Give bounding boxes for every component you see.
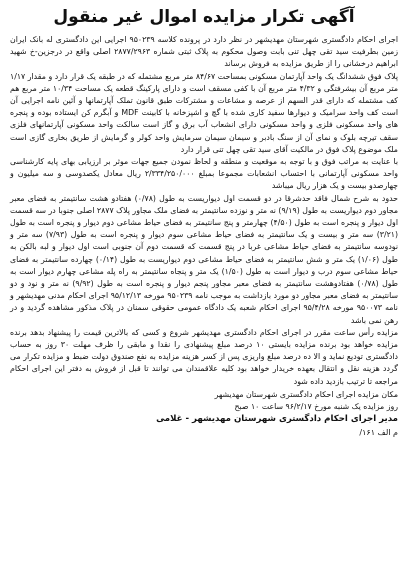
paragraph-auction-terms: مزایده رأس ساعت مقرر در اجرای احکام دادگستری مهدیشهر شروع و کسی که بالاترین قیمت را پیشنهاد بدهد برنده مزایده خواهد بود برنده مزایده بایستی ۱۰ درصد مبلغ پیشنهادی را نقدا و مابقی را ظرف مهلت ۳۰ روز به حساب دادگستری تودیع نماید و الا ده درصد مبلغ واریزی پس از کسر هزینه مزایده به نفع صندوق دولت ضبط و مزایده تکرار می گردد هزینه نقل و انتقال بعهده خریدار خواهد بود کلیه علاقمندان می توانند تا قبل از فروش به دفتر این اجرای احکام مراجعه تا ترتیب بازدید داده شود	[10, 327, 398, 386]
notice-code: م الف ۱۶۱/	[359, 427, 398, 437]
signature-name: مدیر اجرای احکام دادگستری شهرستان مهدیشهر - غلامی	[156, 414, 398, 425]
paragraph-intro: اجرای احکام دادگستری شهرستان مهدیشهر در نظر دارد در پرونده کلاسه ۹۵۰۲۳۹ اجرایی این دادگستری له بانک ایران زمین بطرفیت سید تقی چهل تنی بابت وصول محکوم به پلاک ثبتی شماره ۲۸۷۷/۲۹۶۳ اصلی واقع در درجزین-خ شهید ابراهیم درخشانی را از طریق مزایده به فروش برساند	[10, 35, 398, 69]
notice-body	[10, 34, 398, 388]
notice-title: آگهی تکرار مزایده اموال غیر منقول	[53, 7, 355, 27]
paragraph-valuation: با عنایت به مراتب فوق و با توجه به موقعیت و منطقه و لحاظ نمودن جمیع جهات موثر بر ارزیابی بهای پایه کارشناسی واحد مسکونی آپارتمانی با احتساب انشعابات مجموعا بمبلغ ۲/۳۳۴/۲۵۰/۰۰۰ ریال معادل یکصدوسی و سه میلیون و چهارصدو بیست و یک هزار ریال میباشد	[10, 157, 398, 191]
auction-date: روز مزایده یک شنبه مورخ ۹۶/۲/۱۷ ساعت ۱۰ صبح	[234, 402, 398, 412]
auction-location: مکان مزایده اجرای احکام دادگستری شهرستان مهدیشهر	[214, 389, 398, 399]
signature-block	[10, 389, 398, 426]
paragraph-boundaries: حدود به شرح شمال فاقد حدشرقا در دو قسمت اول دیواریست به طول (۰/۷۸) هفتادو هشت سانتیمتر به فضای معبر مجاور دوم دیواریست به طول (۹/۱۹) نه متر و نوزده سانتیمتر به فضای ملک مجاور پلاک ۲۸۷۷ اصلی جنوبا در سه قسمت اول دیوار و پنجره است به طول (۴/۵۰) چهارمتر و پنج سانتیمتر به فضای حیاط مشاعی دوم دیوار و پنجره است به طول (۳/۲۱) سه متر و بیست و یک سانتیمتر به فضای حیاط مشاعی سوم دیوار و پنجره است به طول (۷/۹۳) سه متر و نودوسه سانتیمتر به فضای حیاط مشاعی غربا در پنج قسمت که قسمت دوم آن جنوبی است اول دیوار و لبه بالکن به طول (۱/۰۶) یک متر و شش سانتیمتر به فضای حیاط مشاعی دوم دیواریست به طول (۰/۱۴) چهارده سانتیمتر به فضای حیاط مشاعی سوم درب و دیوار است به طول (۱/۵۰) یک متر و پنجاه سانتیمتر به راه پله مشاعی چهارم دیوار است به طول (۰/۷۸) هفتادوهشت سانتیمتر به فضای معبر مجاور پنجم دیوار و پنجره است به طول (۹/۹۲) نه متر و نود و دو سانتیمتر به فضای معبر مجاور دو مورد بازداشت به موجب نامه ۹۵۰۲۳۹ مورخه ۹۵/۱۲/۱۳ اجرای احکام مدنی مهدیشهر و نامه ۹۵۰۰۷۳ مورخه ۹۵/۴/۲۸ اجرای احکام شعبه یک دادگاه عمومی حقوقی سمنان در پلاک مذکور مشاهده گردید و در رهن نمی باشد	[10, 193, 399, 325]
paragraph-property-description: پلاک فوق ششدانگ یک واحد آپارتمان مسکونی بمساحت ۸۴/۶۷ متر مربع مشتمله که در طبقه یک قرار دارد و مقدار ۱/۱۷ متر مربع آن بیشرفتگی و ۴/۳۲ متر مربع آن با کفی مسقف است و دارای پارکینگ قطعه یک مساحت ۱۰/۳۴ متر مربع هم کف مشتمله که دارای قدر السهم از عرصه و مشاعات و مشترکات طبق قانون تملک آپارتمانها و آئین نامه اجرایی آن است کف واحد سرامیک و دیوارها سفید کاری شده با گچ و اشپزخانه با کابینت MDF و آبگرم کن ایستاده بوده و پنجره های واحد مسکونی فلزی و واحد مسکونی دارای انشعاب آب برق و گاز است سالکت واحد مسکونی آپارتمانهای فلزی سقف تیرچه بلوک و نمای آن از سنگ بادبر و سیمان سیمان سرمایش واحد کولر و گرمایش از طریق بخاری گازی است ملک موضوع پلاک فوق در مالکیت آقای سید تقی چهل تنی قرار دارد	[10, 71, 399, 154]
